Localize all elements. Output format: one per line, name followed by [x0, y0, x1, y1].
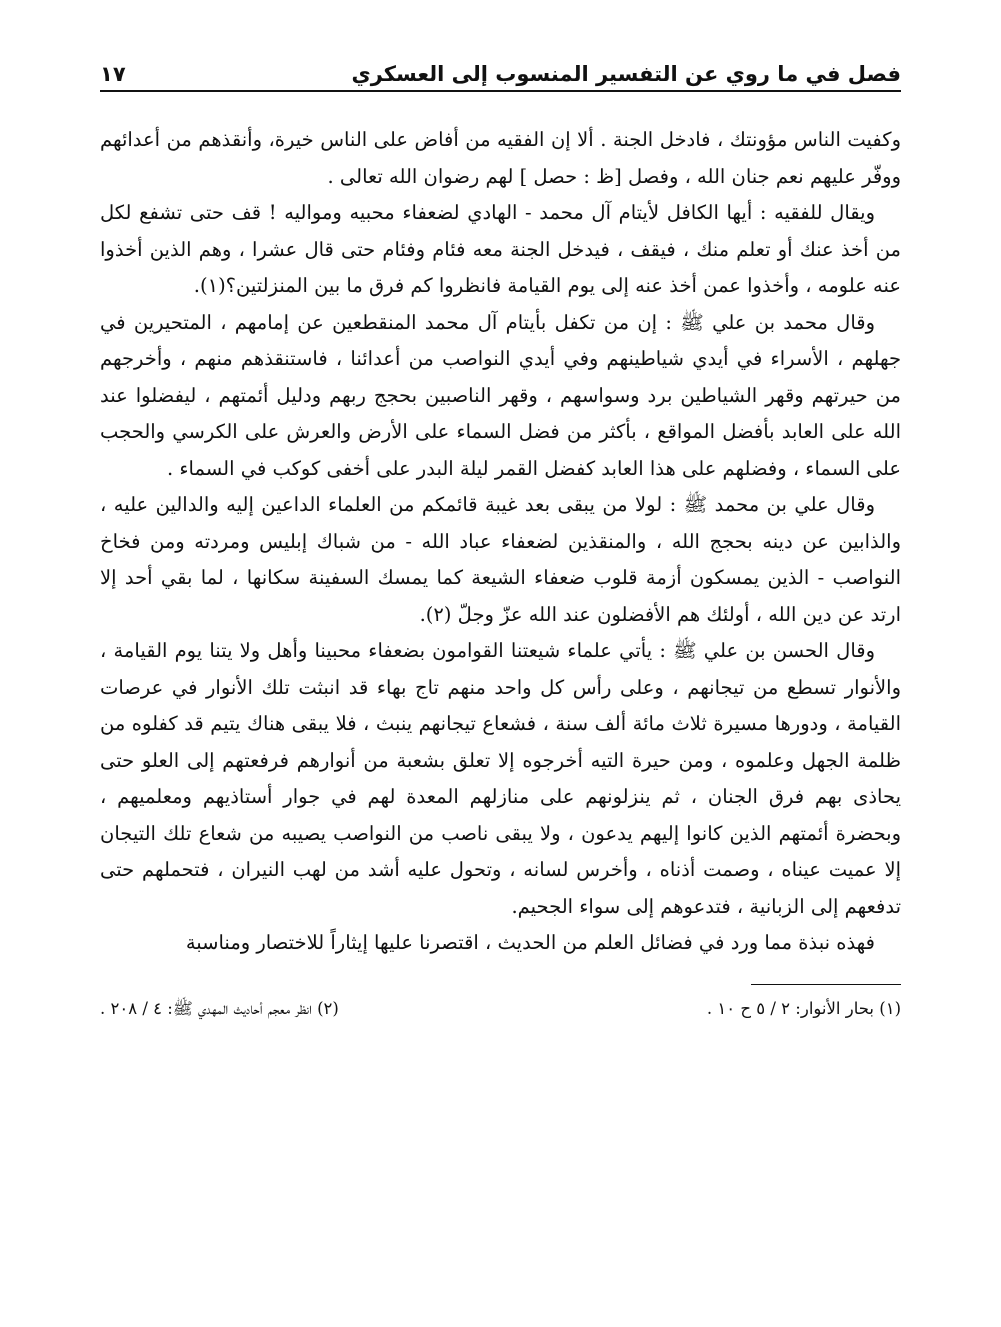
- footnote: (١) بحار الأنوار: ٢ / ٥ ح ١٠ .: [706, 998, 901, 1018]
- paragraph: فهذه نبذة مما ورد في فضائل العلم من الحديث ، اقتصرنا عليها إيثاراً للاختصار ومناسبة: [185, 931, 875, 954]
- paragraph: ويقال للفقيه : أيها الكافل لأيتام آل محمد - الهادي لضعفاء محبيه ومواليه ! قف حتى تشفع لكل من أخذ عنك أو تعلم منك ، فيقف ، فيدخل الجنة معه فئام وفئام حتى قال عشرا ، وهم الذين أخذوا عنه علومه ، وأخذوا عمن أخذ عنه إلى يوم القيامة فانظروا كم فرق ما بين المنزلتين؟(١).: [100, 201, 901, 297]
- body-text: [100, 122, 901, 962]
- paragraph: وقال الحسن بن علي ﷺ : يأتي علماء شيعتنا القوامون بضعفاء محبينا وأهل ولا يتنا يوم القيامة ، والأنوار تسطع من تيجانهم ، وعلى رأس كل واحد منهم تاج بهاء قد انبثت تلك الأنوار في عرصات القيامة ، ودورها مسيرة ثلاث مائة ألف سنة ، فشعاع تيجانهم ينبث ، فلا يبقى هناك يتيم قد كفلوه من ظلمة الجهل وعلموه ، ومن حيرة التيه أخرجوه إلا تعلق بشعبة من أنوارهم فرفعتهم إلى العلو حتى يحاذى بهم فرق الجنان ، ثم ينزلونهم على منازلهم المعدة لهم في جوار أستاذيهم ومعلميهم ، وبحضرة أئمتهم الذين كانوا إليهم يدعون ، ولا يبقى ناصب من النواصب يصيبه من شعاع تلك التيجان إلا عميت عيناه ، وصمت أذناه ، وأخرس لسانه ، وتحول عليه أشد من لهب النيران ، فتحملهم حتى تدفعهم إلى الزبانية ، فتدعوهم إلى سواء الجحيم.: [100, 639, 901, 918]
- footnote: (٢) انظر معجم أحاديث المهدي ﷺ: ٤ / ٢٠٨ .: [100, 998, 339, 1018]
- paragraph: وقال علي بن محمد ﷺ : لولا من يبقى بعد غيبة قائمكم من العلماء الداعين إليه والدالين عليه ، والذابين عن دينه بحجج الله ، والمنقذين لضعفاء عباد الله - من شباك إبليس ومردته ومن فخاخ النواصب - الذين يمسكون أزمة قلوب ضعفاء الشيعة كما يمسك السفينة سكانها ، لما بقي أحد إلا ارتد عن دين الله ، أولئك هم الأفضلون عند الله عزّ وجلّ (٢).: [100, 493, 901, 626]
- page-number: ١٧: [100, 62, 126, 86]
- footnote-divider: [751, 984, 901, 985]
- page-header: [100, 52, 901, 92]
- paragraph: وقال محمد بن علي ﷺ : إن من تكفل بأيتام آل محمد المنقطعين عن إمامهم ، المتحيرين في جهلهم ، الأسراء في أيدي شياطينهم وفي أيدي النواصب من أعدائنا ، فاستنقذهم منهم ، وأخرجهم من حيرتهم وقهر الشياطين برد وسواسهم ، وقهر الناصبين بحجج ربهم ودليل أئمتهم ، ليفضلوا عند الله على العابد بأفضل المواقع ، بأكثر من فضل السماء على الأرض والعرش على الكرسي والحجب على السماء ، وفضلهم على هذا العابد كفضل القمر ليلة البدر على أخفى كوكب في السماء .: [100, 310, 901, 480]
- running-title: فصل في ما روي عن التفسير المنسوب إلى العسكري: [351, 62, 901, 86]
- footnotes: [100, 997, 901, 1021]
- paragraph: وكفيت الناس مؤونتك ، فادخل الجنة . ألا إن الفقيه من أفاض على الناس خيرة، وأنقذهم من أعدائهم ووفّر عليهم نعم جنان الله ، وفصل [ظ : حصل ] لهم رضوان الله تعالى .: [100, 128, 901, 188]
